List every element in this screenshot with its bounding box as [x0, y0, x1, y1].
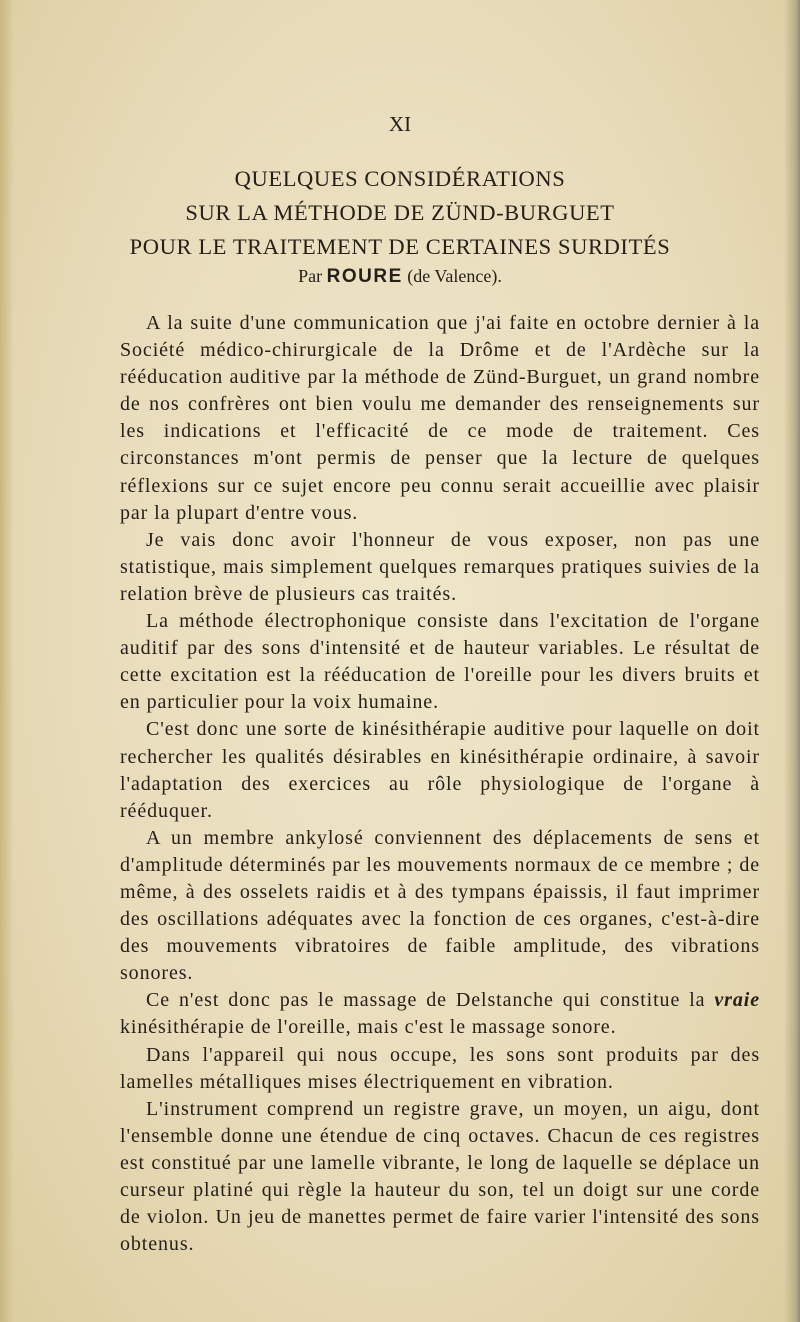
paragraph-text: kinésithérapie de l'oreille, mais c'est le massage sonore.	[120, 1016, 617, 1039]
byline	[0, 266, 800, 288]
paragraph-text: Ce n'est donc pas le massage de Delstanche qui constitue la	[146, 989, 715, 1012]
author-affiliation: (de Valence).	[407, 266, 502, 286]
paragraph: L'instrument comprend un registre grave, un moyen, un aigu, dont l'ensemble donne une étendue de cinq octaves. Chacun de ces registres est constitué par une lamelle vibrante, le long de laquelle se déplace un curseur platiné qui règle la hauteur du son, tel un doigt sur une corde de violon. Un jeu de manettes permet de faire varier l'intensité des sons obtenus.	[120, 1097, 760, 1256]
paragraph: A un membre ankylosé conviennent des déplacements de sens et d'amplitude déterminés par les mouvements normaux de ce membre ; de même, à des osselets raidis et à des tympans épaissis, il faut imprimer des oscillations adéquates avec la fonction de ces organes, c'est-à-dire des mouvements vibratoires de faible amplitude, des vibrations sonores.	[120, 826, 760, 985]
paragraph: Dans l'appareil qui nous occupe, les sons sont produits par des lamelles métalliques mises électriquement en vibration.	[120, 1043, 760, 1093]
chapter-title	[0, 162, 800, 264]
body-text	[120, 310, 760, 1258]
title-line: POUR LE TRAITEMENT DE CERTAINES SURDITÉS	[129, 234, 671, 259]
paragraph: C'est donc une sorte de kinésithérapie auditive pour laquelle on doit rechercher les qualités désirables en kinésithérapie ordinaire, à savoir l'adaptation des exercices au rôle physiologique de l'organe à rééduquer.	[120, 718, 760, 822]
title-line: QUELQUES CONSIDÉRATIONS	[234, 166, 566, 191]
chapter-number: XI	[388, 112, 412, 136]
paragraph: Je vais donc avoir l'honneur de vous exposer, non pas une statistique, mais simplement quelques remarques pratiques suivies de la relation brève de plusieurs cas traités.	[120, 528, 760, 605]
paragraph	[120, 987, 760, 1041]
emphasized-word: vraie	[714, 989, 760, 1012]
paragraph: La méthode électrophonique consiste dans l'excitation de l'organe auditif par des sons d'intensité et de hauteur variables. Le résultat de cette excitation est la rééducation de l'oreille pour les divers bruits et en particulier pour la voix humaine.	[120, 610, 760, 714]
title-line: SUR LA MÉTHODE DE ZÜND-BURGUET	[185, 200, 615, 225]
byline-prefix: Par	[298, 266, 323, 286]
paragraph: A la suite d'une communication que j'ai faite en octobre dernier à la Société médico-chirurgicale de la Drôme et de l'Ardèche sur la rééducation auditive par la méthode de Zünd-Burguet, un grand nombre de nos confrères ont bien voulu me demander des renseignements sur les indications et l'efficacité de ce mode de traitement. Ces circonstances m'ont permis de penser que la lecture de quelques réflexions sur ce sujet encore peu connu serait accueillie avec plaisir par la plupart d'entre vous.	[120, 312, 760, 524]
author-name: ROURE	[326, 266, 403, 287]
